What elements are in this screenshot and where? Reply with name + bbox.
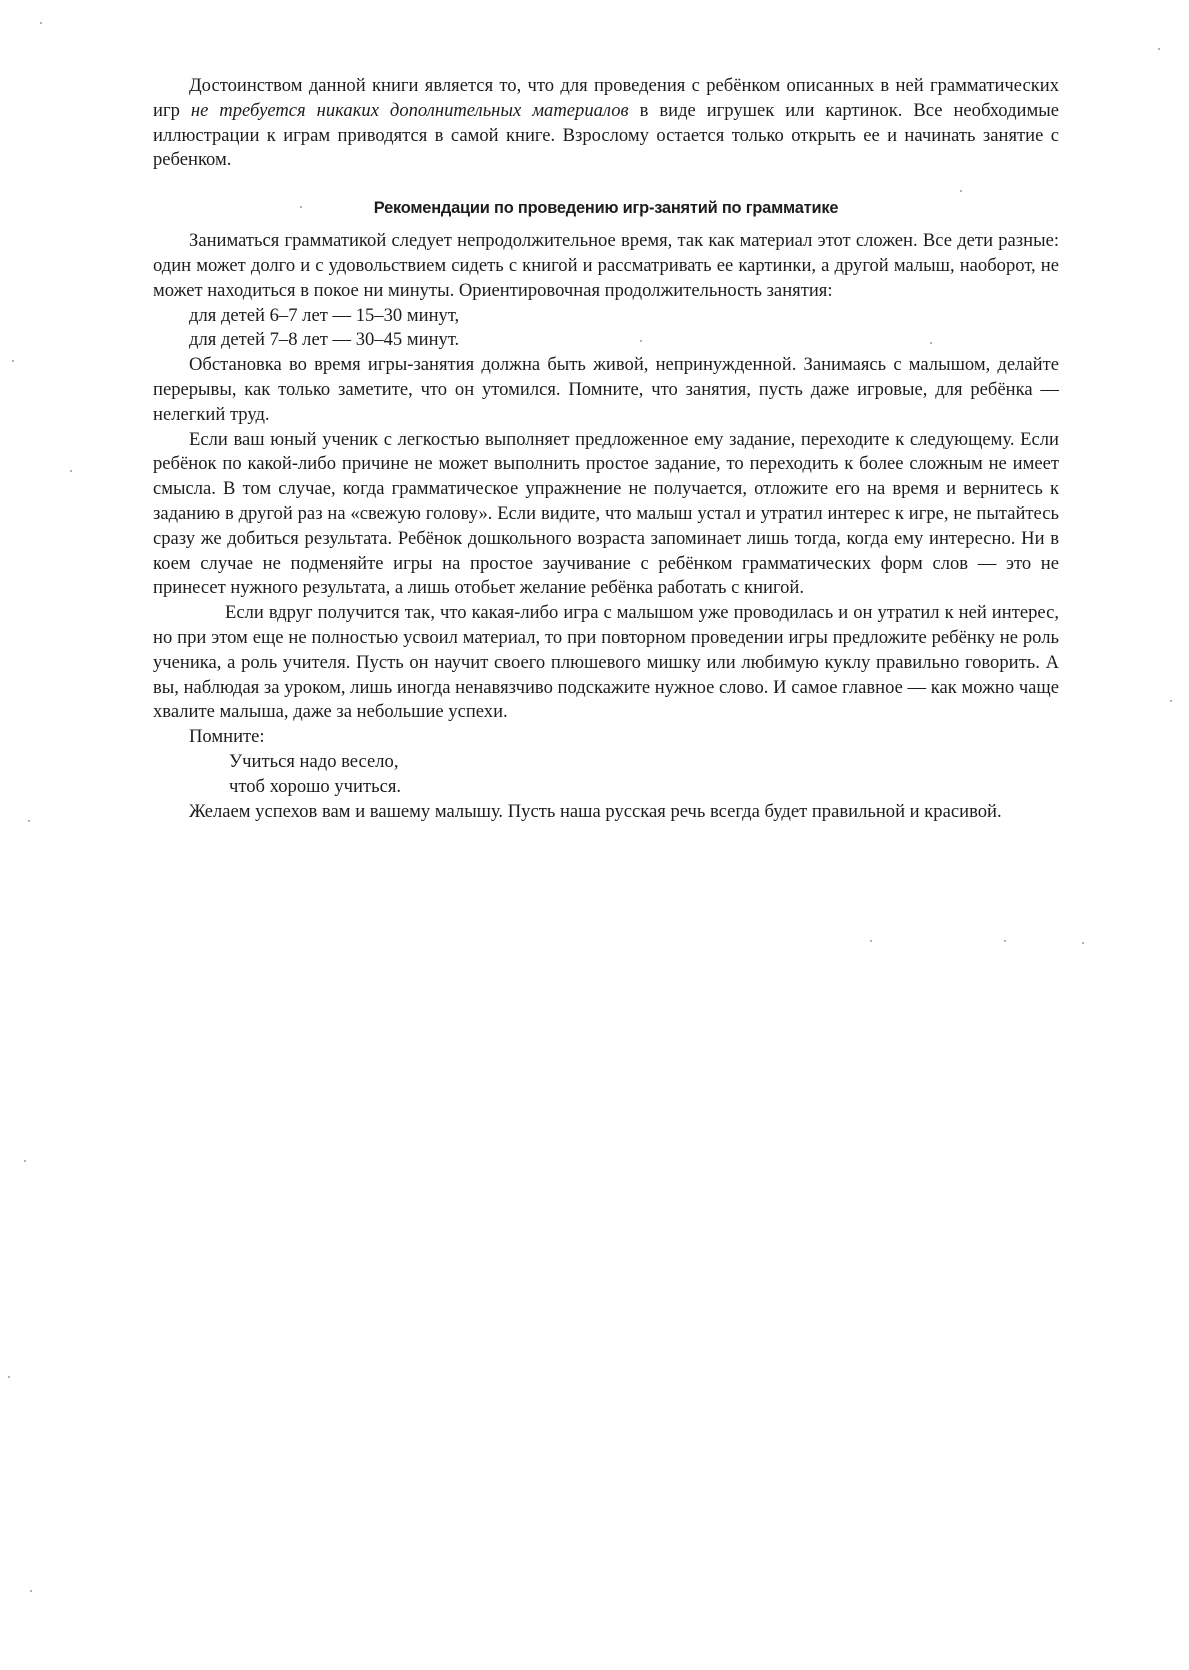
atmosphere-paragraph: Обстановка во время игры-занятия должна быть живой, непринужденной. Занимаясь с малышом, делайте перерывы, как только заметите, что он утомился. Помните, что занятия, пусть даже игровые, для ребёнка — нелегкий труд. — [153, 354, 1059, 425]
scan-speck — [12, 360, 14, 362]
closing-paragraph: Желаем успехов вам и вашему малышу. Пусть наша русская речь всегда будет правильной и красивой. — [189, 800, 1002, 822]
verse-line-2: чтоб хорошо учиться. — [229, 775, 402, 797]
role-swap-paragraph: Если вдруг получится так, что какая-либо игра с малышом уже проводилась и он утратил к ней интерес, но при этом еще не полностью усвоил материал, то при повторном проведении игры предложите ребёнку не роль ученика, а роль учителя. Пусть он научит своего плюшевого мишку или любимую куклу правильно говорить. А вы, наблюдая за уроком, лишь иногда ненавязчиво подскажите нужное слово. И самое главное — как можно чаще хвалите малыша, даже за небольшие успехи. — [153, 602, 1059, 723]
scan-speck — [40, 22, 42, 24]
scan-speck — [30, 1590, 32, 1592]
document-page — [153, 74, 1059, 824]
intro-text-end: в виде игрушек или картинок. Все необходимые иллюстрации к играм приводятся в самой книге. Взрослому остается только открыть ее и начинать занятие с ребенком. — [153, 99, 1059, 171]
duration-item-age-7-8: для детей 7–8 лет — 30–45 минут. — [189, 329, 460, 351]
intro-emphasis: не требуется никаких дополнительных материалов — [190, 99, 629, 121]
scan-speck — [70, 470, 72, 472]
scan-speck — [8, 1376, 10, 1378]
scan-speck — [300, 206, 302, 208]
scan-speck — [1170, 700, 1172, 702]
scan-speck — [1158, 48, 1160, 50]
scan-speck — [870, 940, 872, 942]
verse-line-1: Учиться надо весело, — [229, 750, 399, 772]
duration-paragraph: Заниматься грамматикой следует непродолжительное время, так как материал этот сложен. Все дети разные: один может долго и с удовольствием сидеть с книгой и рассматривать ее картинки, а другой малыш, наоборот, не может находиться в покое ни минуты. Ориентировочная продолжительность занятия: — [153, 230, 1059, 301]
scan-speck — [930, 342, 932, 344]
progression-paragraph: Если ваш юный ученик с легкостью выполняет предложенное ему задание, переходите к следующему. Если ребёнок по какой-либо причине не может выполнить простое задание, то переходить к более сложным не имеет смысла. В том случае, когда грамматическое упражнение не получается, отложите его на время и вернитесь к заданию в другой раз на «свежую голову». Если видите, что малыш устал и утратил интерес к игре, не пытайтесь сразу же добиться результата. Ребёнок дошкольного возраста запоминает лишь тогда, когда ему интересно. Ни в коем случае не подменяйте игры на простое заучивание с ребёнком грамматических форм слов — это не принесет нужного результата, а лишь отобьет желание ребёнка работать с книгой. — [153, 428, 1059, 599]
intro-text-start: Достоинством данной книги является то, что для проведения с ребёнком описанных в ней грамматических игр — [153, 75, 1059, 121]
remember-label: Помните: — [189, 726, 265, 748]
scan-speck — [960, 190, 962, 192]
scan-speck — [640, 340, 642, 342]
scan-speck — [28, 820, 30, 822]
scan-speck — [24, 1160, 26, 1162]
intro-paragraph — [153, 74, 1059, 173]
section-heading: Рекомендации по проведению игр-занятий по грамматике — [373, 199, 839, 218]
scan-speck — [1082, 942, 1084, 944]
duration-item-age-6-7: для детей 6–7 лет — 15–30 минут, — [189, 304, 460, 326]
scan-speck — [1004, 940, 1006, 942]
